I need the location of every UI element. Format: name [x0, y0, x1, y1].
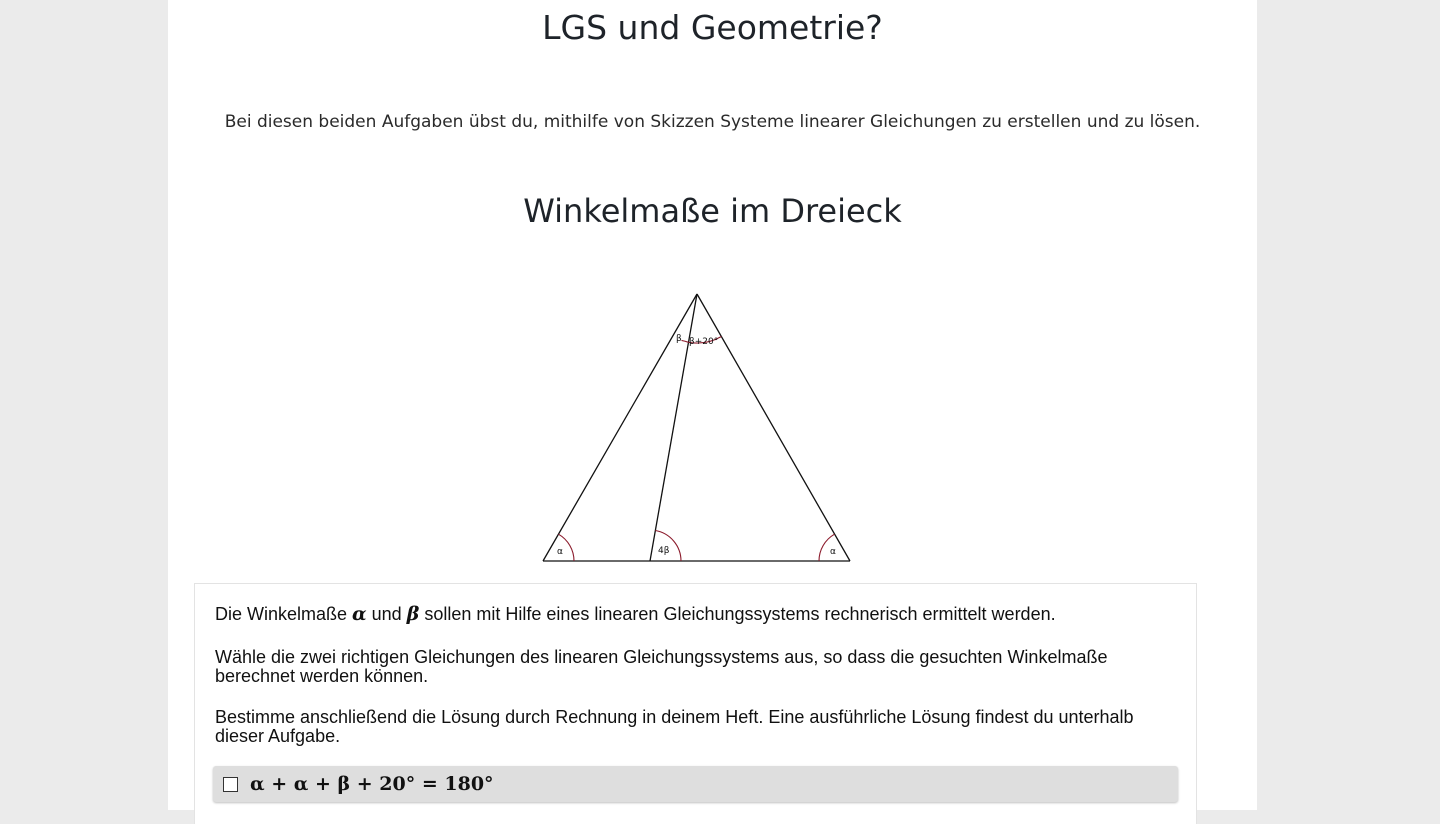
task-text: sollen mit Hilfe eines linearen Gleichungssystems rechnerisch ermittelt werden. — [419, 604, 1056, 624]
label-alpha-right: α — [830, 547, 836, 557]
page-title: LGS und Geometrie? — [542, 8, 883, 47]
triangle-right-side — [697, 294, 850, 561]
equation-text: α + α + β + 20° = 180° — [250, 773, 494, 795]
task-paragraph-1 — [215, 605, 1156, 624]
angle-arc-top-left — [682, 340, 689, 342]
task-paragraph-3: Bestimme anschließend die Lösung durch Rechnung in deinem Heft. Eine ausführliche Lösung findest du unterhalb dieser Aufgabe. — [215, 707, 1134, 746]
checkbox[interactable] — [223, 777, 238, 792]
task-paragraph-2: Wähle die zwei richtigen Gleichungen des linearen Gleichungssystems aus, so dass die gesuchten Winkelmaße berechnet werden können. — [215, 647, 1108, 686]
alpha-symbol: α — [352, 603, 367, 625]
intro-text: Bei diesen beiden Aufgaben übst du, mithilfe von Skizzen Systeme linearer Gleichungen zu erstellen und zu lösen. — [224, 112, 1201, 132]
label-beta-plus-20: β+20° — [689, 337, 719, 347]
label-4beta: 4β — [658, 546, 670, 556]
task-text: Die Winkelmaße — [215, 604, 353, 624]
label-alpha-left: α — [557, 547, 563, 557]
task-box — [194, 583, 1197, 824]
answer-option-1[interactable] — [213, 766, 1178, 802]
triangle-figure — [538, 288, 858, 568]
page-content — [168, 0, 1257, 810]
section-title: Winkelmaße im Dreieck — [523, 192, 902, 230]
beta-symbol: β — [406, 603, 420, 625]
task-text: und — [366, 604, 407, 624]
label-beta: β — [676, 334, 682, 344]
